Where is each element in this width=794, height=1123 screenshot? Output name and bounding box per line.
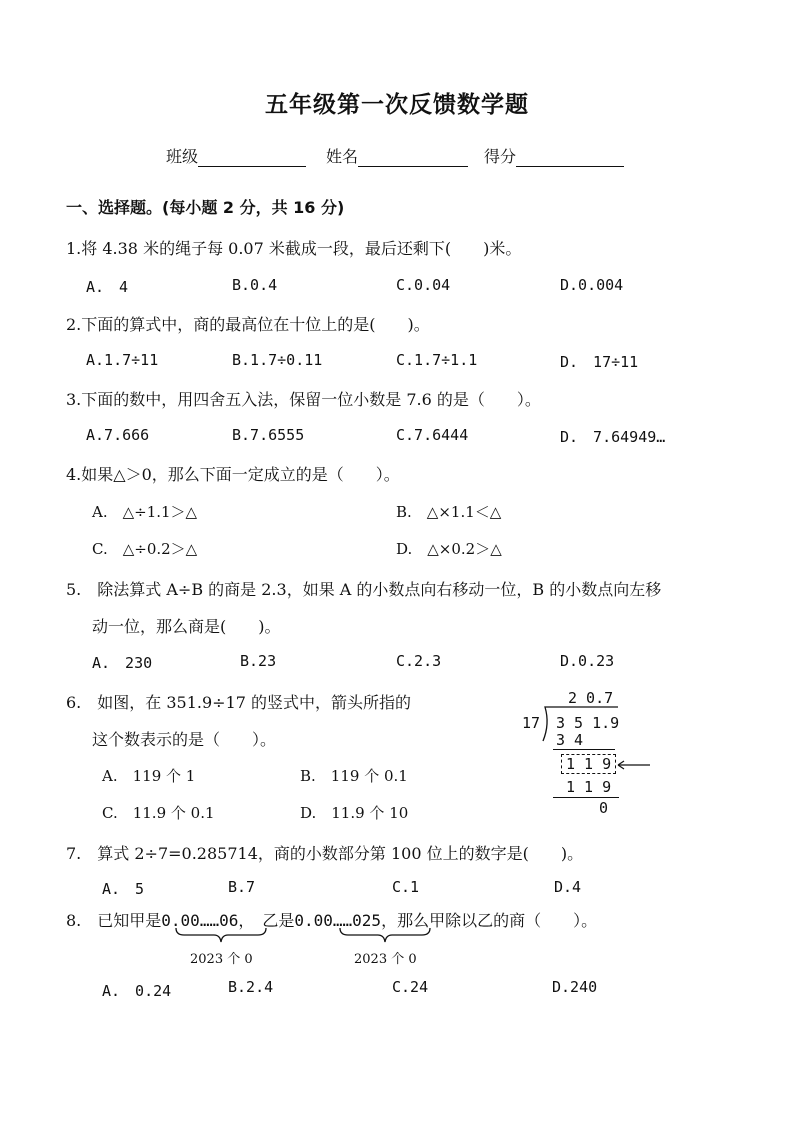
brace-label-yi: 2023 个 0 — [354, 952, 417, 967]
q4-option-b[interactable]: B. △×1.1＜△ — [396, 503, 502, 521]
q3-option-b[interactable]: B.7.6555 — [232, 426, 305, 444]
division-dividend: 3 5 1.9 — [556, 714, 620, 732]
q4-option-c[interactable]: C. △÷0.2＞△ — [92, 540, 198, 558]
question-3: 3.下面的数中，用四舍五入法，保留一位小数是 7.6 的是（ ）。 — [66, 390, 541, 409]
q5-option-d[interactable]: D.0.23 — [560, 652, 615, 670]
q5-option-c[interactable]: C.2.3 — [396, 652, 442, 670]
q1-option-d[interactable]: D.0.004 — [560, 276, 624, 294]
division-rule-2 — [553, 797, 619, 798]
question-5-continued: 动一位，那么商是( )。 — [92, 617, 281, 636]
class-field — [166, 144, 306, 167]
q2-option-c[interactable]: C.1.7÷1.1 — [396, 351, 478, 369]
division-rule-1 — [553, 749, 615, 750]
q8-option-d[interactable]: D.240 — [552, 978, 598, 996]
name-label: 姓名 — [326, 147, 359, 166]
q2-option-a[interactable]: A.1.7÷11 — [86, 351, 159, 369]
section-heading: 一、选择题。(每小题 2 分，共 16 分) — [66, 198, 345, 217]
q6-option-c[interactable]: C. 11.9 个 0.1 — [102, 804, 215, 822]
division-remainder: 0 — [599, 799, 609, 817]
name-blank[interactable] — [358, 150, 468, 167]
q7-option-d[interactable]: D.4 — [554, 878, 582, 896]
q8-number-yi: 0.00……025 — [294, 911, 382, 930]
q3-option-c[interactable]: C.7.6444 — [396, 426, 469, 444]
q8-option-a[interactable]: A. 0.24 — [102, 982, 172, 1000]
division-step1: 3 4 — [556, 731, 584, 749]
q8-option-c[interactable]: C.24 — [392, 978, 429, 996]
question-6-continued: 这个数表示的是（ ）。 — [92, 730, 277, 749]
division-step2-boxed: 1 1 9 — [561, 754, 616, 774]
q8-number-jia: 0.00……06 — [161, 911, 239, 930]
score-blank[interactable] — [516, 150, 624, 167]
score-label: 得分 — [484, 147, 517, 166]
q1-option-a[interactable]: A. 4 — [86, 278, 129, 296]
score-field — [484, 144, 624, 167]
class-label: 班级 — [166, 147, 199, 166]
q6-option-d[interactable]: D. 11.9 个 10 — [300, 804, 409, 822]
question-2: 2.下面的算式中，商的最高位在十位上的是( )。 — [66, 315, 430, 334]
q4-option-a[interactable]: A. △÷1.1＞△ — [92, 503, 198, 521]
q3-option-a[interactable]: A.7.666 — [86, 426, 150, 444]
division-step3: 1 1 9 — [566, 778, 612, 796]
q2-option-b[interactable]: B.1.7÷0.11 — [232, 351, 323, 369]
q6-option-b[interactable]: B. 119 个 0.1 — [300, 767, 408, 785]
underbrace-yi — [338, 926, 432, 944]
name-field — [326, 144, 468, 167]
q7-option-b[interactable]: B.7 — [228, 878, 256, 896]
q2-option-d[interactable]: D. 17÷11 — [560, 353, 639, 371]
page-title: 五年级第一次反馈数学题 — [265, 92, 529, 118]
q1-option-c[interactable]: C.0.04 — [396, 276, 451, 294]
arrow-left-icon — [614, 758, 654, 772]
q6-option-a[interactable]: A. 119 个 1 — [102, 767, 196, 785]
q3-option-d[interactable]: D. 7.64949… — [560, 428, 666, 446]
question-6: 6. 如图，在 351.9÷17 的竖式中，箭头所指的 — [66, 693, 412, 712]
q5-option-b[interactable]: B.23 — [240, 652, 277, 670]
q7-option-a[interactable]: A. 5 — [102, 880, 145, 898]
question-7: 7. 算式 2÷7=0.285714，商的小数部分第 100 位上的数字是( )。 — [66, 844, 584, 863]
q7-option-c[interactable]: C.1 — [392, 878, 420, 896]
question-1: 1.将 4.38 米的绳子每 0.07 米截成一段，最后还剩下( )米。 — [66, 239, 522, 258]
question-4: 4.如果△＞0，那么下面一定成立的是（ ）。 — [66, 465, 400, 484]
class-blank[interactable] — [198, 150, 306, 167]
q8-text-c: ，那么甲除以乙的商（ ）。 — [381, 911, 598, 930]
question-5: 5. 除法算式 A÷B 的商是 2.3，如果 A 的小数点向右移动一位，B 的小数点向左移 — [66, 580, 662, 599]
q4-option-d[interactable]: D. △×0.2＞△ — [396, 540, 502, 558]
q8-text-b: ， 乙是 — [238, 911, 295, 930]
q8-text-a: 8. 已知甲是 — [66, 911, 162, 930]
q5-option-a[interactable]: A. 230 — [92, 654, 153, 672]
question-8 — [66, 908, 597, 931]
q1-option-b[interactable]: B.0.4 — [232, 276, 278, 294]
q8-option-b[interactable]: B.2.4 — [228, 978, 274, 996]
division-quotient: 2 0.7 — [568, 689, 614, 707]
division-divisor: 17 — [522, 714, 541, 732]
underbrace-jia — [174, 926, 268, 944]
brace-label-jia: 2023 个 0 — [190, 952, 253, 967]
